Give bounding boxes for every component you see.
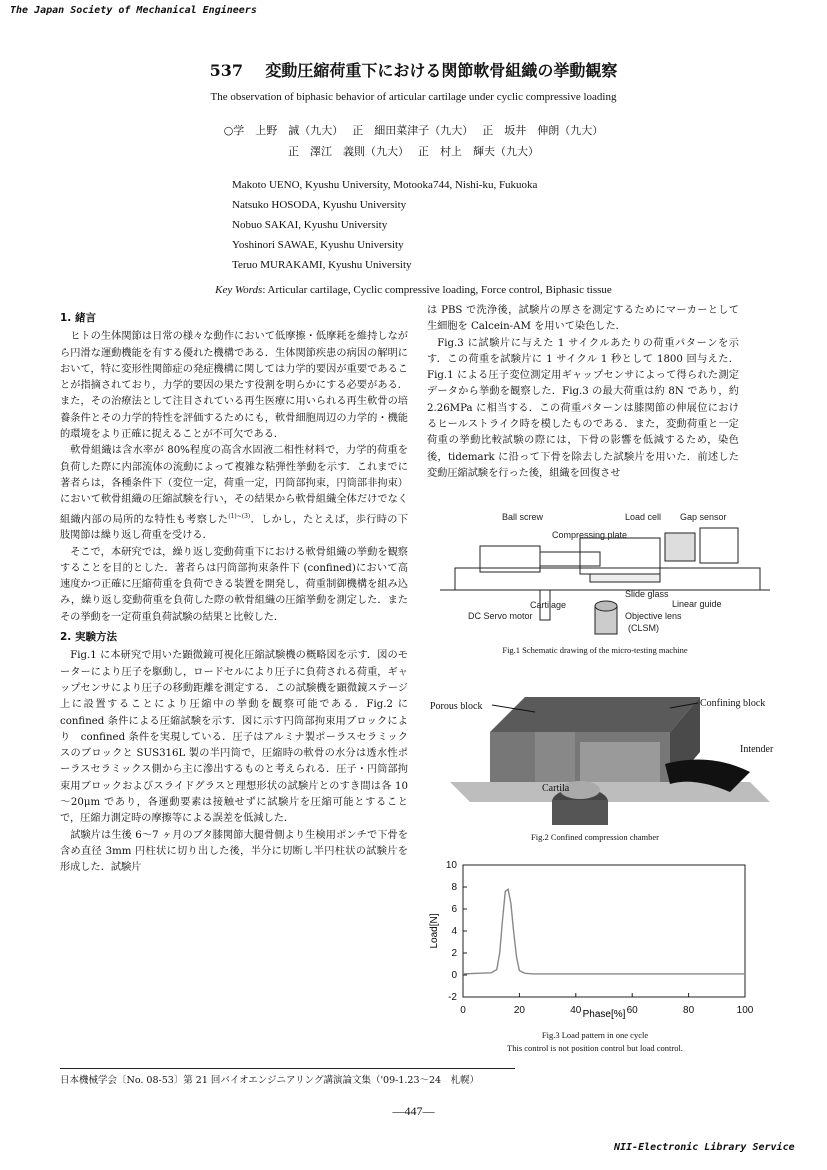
- section-1-heading: 1. 緒言: [60, 312, 96, 324]
- citation-ref: (1)~(3): [228, 512, 251, 520]
- affiliation-1: Makoto UENO, Kyushu University, Motooka744, Nishi-ku, Fukuoka: [232, 179, 538, 191]
- x-axis-label: Phase[%]: [582, 1009, 626, 1020]
- society-header: The Japan Society of Mechanical Engineers: [10, 5, 257, 16]
- paper-title: [0, 58, 827, 81]
- label-ball-screw: Ball screw: [502, 512, 544, 522]
- x-tick-label: 40: [570, 1005, 582, 1016]
- x-tick-label: 100: [736, 1005, 754, 1016]
- sec1-paragraph-3: そこで，本研究では，繰り返し変動荷重下における軟骨組織の挙動を観察することを目的とした．著者らは円筒部拘束条件下 (confined)において高速度かつ正確に圧縮荷重を負荷できる装置を開発し，荷重制御機構を組み込み，繰り返し変動荷重を負荷した際の軟骨組織の圧縮挙動を測定した．またその挙動を一定荷重負荷試験の結果と比較した．: [60, 546, 408, 623]
- keywords-text: : Articular cartilage, Cyclic compressive loading, Force control, Biphasic tissue: [262, 284, 612, 296]
- footer-proceedings: 日本機械学会〔No. 08-53〕第 21 回バイオエンジニアリング講演論文集（'09-1.23～24 札幌）: [60, 1075, 480, 1086]
- sec1-paragraph-1: ヒトの生体関節は日常の様々な動作において低摩擦・低摩耗を維持しながら円滑な運動機能を有する優れた機構である．生体関節疾患の病因の解明において，特に変形性関節症の発症機構に関しては力学的要因が重要であることが指摘されており，力学的要因の果たす役割を明らかにする必要がある．また，その治療法として注目されている再生医療に用いられる再生軟骨の培養条件とその力学的特性を評価するためにも，軟骨細胞周辺の力学的・機能的環境をより正確に捉えることが不可欠である．: [60, 331, 408, 441]
- label-cartilage: Cartilage: [530, 600, 567, 610]
- paper-title-en: The observation of biphasic behavior of articular cartilage under cyclic compressive loading: [210, 91, 617, 103]
- label-load-cell: Load cell: [625, 512, 662, 522]
- affiliation-2: Natsuko HOSODA, Kyushu University: [232, 199, 407, 211]
- load-series-line: [463, 889, 745, 974]
- figure-2: [430, 672, 780, 827]
- label-indenter: Intender: [740, 744, 774, 755]
- label-linear-guide: Linear guide: [672, 599, 722, 609]
- authors-line-2: 正 澤江 義則（九大） 正 村上 輝夫（九大）: [288, 145, 539, 158]
- sec2-paragraph-1: Fig.1 に本研究で用いた顕微鏡可視化圧縮試験機の概略図を示す．図のモーターにより圧子を駆動し，ロードセルにより圧子に負荷される荷重，ギャップセンサにより圧子の移動距離を測定する．この試験機を顕微鏡ステージ上に設置することにより圧縮中の挙動を観察可能である．Fig.2 に confined 条件による圧縮試験を示す．図に示す円筒部拘束用ブロックにより confined 条件を実現している．圧子はアルミナ製ポーラスセラミックスのブロックと SUS316L 製の半円筒で，圧縮時の軟骨の水分は透水性ポーラスセラミックス側から主に滲出するものと考えられる．圧子・円筒部拘束用ブロックおよびスライドグラスと理想形状の試験片とのすき間は各 10～20μm であり，各運動要素は接触せずに試験片を圧縮可能とすることで，圧縮力測定時の摩擦等による誤差を低減した．: [60, 650, 408, 825]
- section-2-heading: 2. 実験方法: [60, 631, 117, 644]
- label-clsm: (CLSM): [628, 623, 659, 633]
- sec1-p2-text-b: ．しかし，たとえば，歩行時の下肢関節は繰り返し荷重を受ける．: [60, 513, 409, 542]
- fig1-caption: Fig.1 Schematic drawing of the micro-testing machine: [502, 645, 688, 655]
- y-axis-label: Load[N]: [429, 913, 440, 949]
- left-column: [60, 310, 408, 876]
- x-tick-label: 20: [513, 1005, 525, 1016]
- sec2-paragraph-2: 試験片は生後 6～7 ヶ月のブタ膝関節大腿骨側より生検用ポンチで下骨を含め直径 3mm 円柱状に切り出した後，半分に切断し半円柱状の試験片を形成した．試験片: [60, 829, 408, 874]
- paper-number: 537: [209, 61, 244, 80]
- label-confining-block: Confining block: [700, 698, 766, 709]
- label-porous-block: Porous block: [430, 701, 483, 712]
- x-tick-label: 80: [683, 1005, 695, 1016]
- page-number: ―447―: [392, 1104, 435, 1118]
- y-tick-label: 4: [451, 926, 457, 937]
- footer-rule: [60, 1068, 515, 1069]
- fig2-caption: Fig.2 Confined compression chamber: [531, 832, 659, 842]
- y-tick-label: 8: [451, 882, 457, 893]
- label-compressing-plate: Compressing plate: [552, 530, 628, 540]
- y-tick-label: 2: [451, 948, 457, 959]
- y-tick-label: 6: [451, 904, 457, 915]
- plot-frame: [463, 865, 745, 997]
- keywords: [0, 284, 827, 296]
- load-pattern-chart: [425, 855, 765, 1030]
- sec1-paragraph-2: [60, 443, 408, 544]
- label-gap-sensor: Gap sensor: [680, 512, 727, 522]
- label-objective-lens: Objective lens: [625, 611, 682, 621]
- chamber-illustration: [430, 672, 780, 827]
- right-paragraph-1: は PBS で洗浄後，試験片の厚さを測定するためにマーカーとして生細胞を Calcein-AM を用いて染色した．: [427, 305, 739, 333]
- keywords-label: Key Words: [215, 284, 263, 296]
- label-dc-servo: DC Servo motor: [468, 611, 533, 621]
- label-cartilage-2: Cartila: [542, 783, 570, 794]
- fig3-caption-note: This control is not position control but load control.: [507, 1043, 683, 1053]
- y-tick-label: 0: [451, 970, 457, 981]
- affiliation-3: Nobuo SAKAI, Kyushu University: [232, 219, 388, 231]
- y-tick-label: -2: [448, 992, 457, 1003]
- paper-title-ja: 変動圧縮荷重下における関節軟骨組織の挙動観察: [265, 61, 618, 80]
- label-slide-glass: Slide glass: [625, 589, 669, 599]
- x-tick-label: 60: [626, 1005, 638, 1016]
- figure-1: [440, 508, 780, 648]
- y-tick-label: 10: [445, 860, 457, 871]
- machine-schematic: [440, 508, 780, 648]
- affiliation-5: Teruo MURAKAMI, Kyushu University: [232, 259, 412, 271]
- service-footer: NII-Electronic Library Service: [614, 1142, 795, 1153]
- right-paragraph-2: Fig.3 に試験片に与えた 1 サイクルあたりの荷重パターンを示す．この荷重を試験片に 1 サイクル 1 秒として 1800 回与えた． Fig.1 による圧子変位測定用ギャップセンサによって得られた測定データから挙動を観察した．Fig.3 の最大荷重は約 8N であり，約 2.26MPa に相当する．この荷重パターンは膝関節の伸展位におけるヒールストライク時を模したものである．また，変動荷重と一定荷重の挙動比較試験の際には，下骨の影響を低減するため，染色後，tidemark に沿って下骨を除去した試験片を用いた．前述した変動圧縮試験を行った後，組織を回復させ: [427, 337, 739, 479]
- affiliation-4: Yoshinori SAWAE, Kyushu University: [232, 239, 404, 251]
- figure-3-chart: [425, 855, 765, 1030]
- authors-line-1: ○学 上野 誠（九大） 正 細田菜津子（九大） 正 坂井 伸朗（九大）: [223, 124, 604, 137]
- fig3-caption: Fig.3 Load pattern in one cycle: [541, 1030, 649, 1040]
- right-column: [427, 303, 739, 482]
- sec1-p2-text-a: 軟骨組織は含水率が 80%程度の高含水固液二相性材料で，力学的荷重を負荷した際に内部流体の流動によって複雑な粘弾性挙動を示す．これまでに著者らは，各種条件下（変位一定，荷重一定，円筒部拘束，円筒部非拘束）において軟骨組織の圧縮試験を行い，その結果から軟骨組織全体だけでなく組織内部の局所的な特性も考察した: [60, 445, 408, 525]
- x-tick-label: 0: [460, 1005, 466, 1016]
